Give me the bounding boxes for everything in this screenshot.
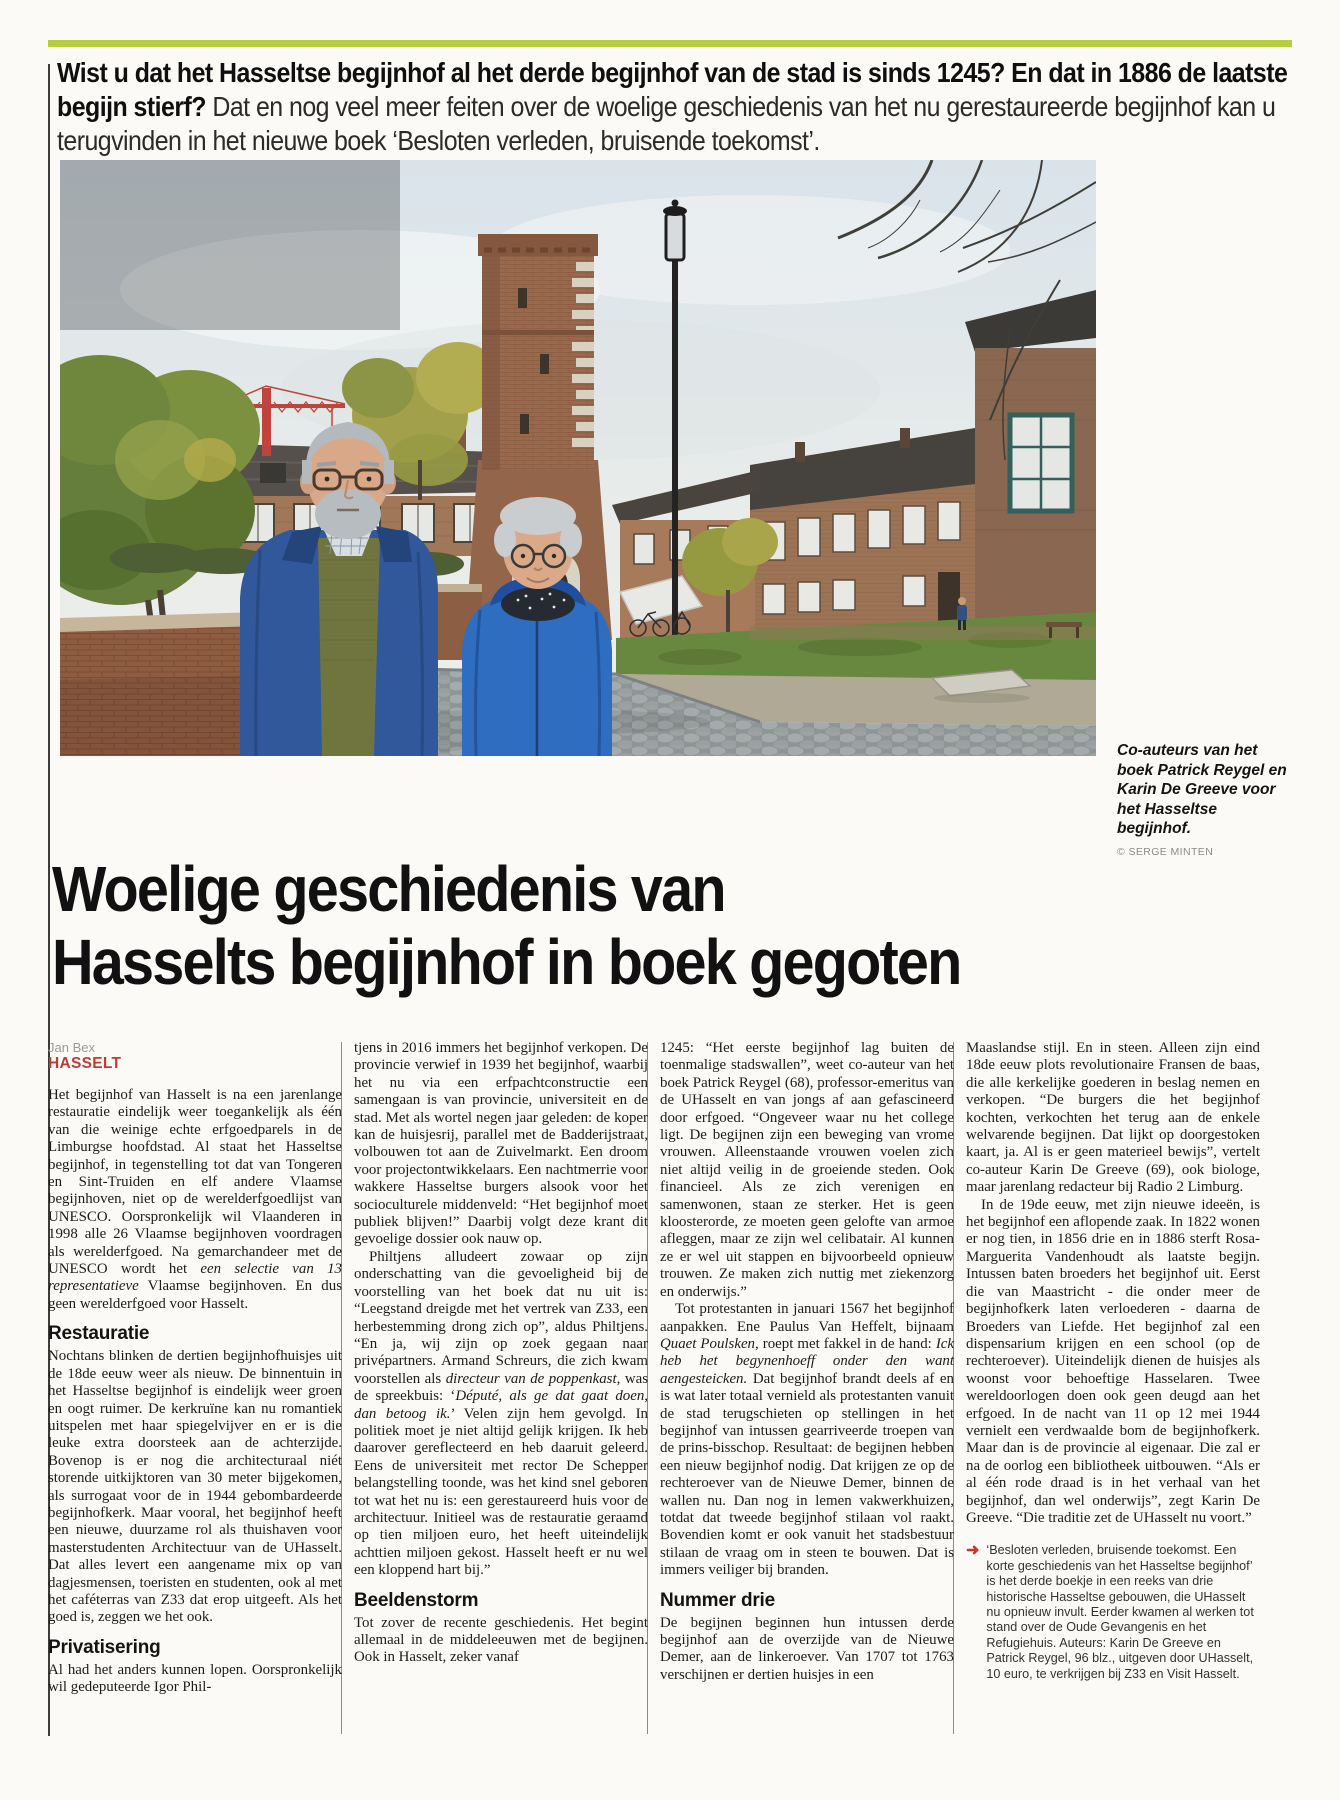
paragraph-text: ’ Velen zijn hem gevolgd. In politiek moet je niet altijd gelijk krijgen. Ik heb daarover gereflecteerd en heb daaruit geleerd. Eens de universiteit met rector De Schepper belangstelling toonde, was het kind snel geboren tot wat het nu is: een gerestaureerd huis voor de architectuur. Initieel was de restauratie geraamd op tien miljoen euro, het heeft uiteindelijk achttien miljoen gekost. Hasselt heeft er nu wel een kloppend hart bij.”: [354, 1405, 648, 1579]
photo-credit: © SERGE MINTEN: [1117, 845, 1214, 858]
paragraph: [660, 1040, 954, 1301]
subhead-privatisering: Privatisering: [48, 1636, 161, 1658]
article-headline: [52, 853, 1312, 999]
paragraph-text: tjens in 2016 immers het begijnhof verkopen. De provincie verwief in 1939 het begijnhof, waarbij het nu via een erfpachtconstructie een samengaan is van provincie, universiteit en de stad. Met als wortel negen jaar geleden: de koper kan de huisjesrij, parallel met de Badderijstraat, volbouwen tot aan de Zuivelmarkt. Een droom voor projectontwikkelaars. Een nachtmerrie voor wakkere Hasseltse burgers alsook voor het socioculturele middenveld: “Het begijnhof moet publiek blijven!” Daarbij volgt deze krant dit gevoelige dossier ook nauw op.: [354, 1040, 648, 1248]
paragraph-italic: Ick heb het begynenhoeff onder den want aengesteicken.: [660, 1335, 954, 1387]
intro-paragraph: [57, 56, 1296, 158]
body-column-2: [354, 1040, 648, 1667]
paragraph: [966, 1197, 1260, 1528]
photo-illustration: [60, 160, 1096, 756]
paragraph: [354, 1249, 648, 1580]
body-column-3: [660, 1040, 954, 1684]
paragraph-italic: Quaet Poulsken: [660, 1335, 756, 1352]
paragraph-text: Nochtans blinken de dertien begijnhofhuisjes uit de 18de eeuw weer als nieuw. De binnentuin in het Hasseltse begijnhof is eindelijk weer groen en oogt ruimer. De kerkruïne kan nu romantiek uitspelen met haar spiegelvijver en er is die leuke extra doorsteek aan de achterzijde. Bovenop is er nog die architecturaal niét storende uitkijktoren van 30 meter bijgekomen, als surrogaat voor de in 1944 gebombardeerde begijnhofkerk. Maar vooral, het begijnhof heeft een nieuwe, duurzame rol als thuishaven voor masterstudenten Architectuur van de UHasselt. Dat alles levert een aangename mix op van dagjesmensen, toeristen en studenten, ook al met het caféterras van Z33 dat erop uitgeeft. Als het goed is, zeggen we het ook.: [48, 1348, 342, 1626]
paragraph-text: Tot zover de recente geschiedenis. Het begint allemaal in de middeleeuwen met de begijnen. Ook in Hasselt, zeker vanaf: [354, 1614, 648, 1666]
byline: [48, 1040, 342, 1073]
paragraph-text: Het begijnhof van Hasselt is na een jarenlange restauratie eindelijk weer toegankelijk als één van die weinige echte erfgoedparels in de Limburgse hoofdstad. Al staat het Hasseltse begijnhof, in tegenstelling tot dat van Tongeren en Sint-Truiden en elf andere Vlaamse begijnhoven, niet op de werelderfgoedlijst van UNESCO. Oorspronkelijk wil Vlaanderen in 1998 alle 26 Vlaamse begijnhoven voordragen als werelderfgoed. Na gemarchandeer met de UNESCO wordt het: [48, 1087, 342, 1278]
paragraph-text: , was de spreekbuis: ‘: [354, 1370, 648, 1405]
arrow-right-icon: ➜: [966, 1542, 980, 1560]
gray-beard: [315, 489, 381, 539]
right-building: [750, 428, 975, 640]
paragraph-text: Tot protestanten in januari 1567 het begijnhof aanpakken. Ene Paulus Van Heffelt, bijnaam: [660, 1301, 954, 1335]
body-column-4: [966, 1040, 1260, 1682]
subhead-beeldenstorm: Beeldenstorm: [354, 1589, 479, 1611]
door: [938, 572, 960, 622]
headline-line1: Woelige geschiedenis van: [52, 853, 725, 925]
paragraph: [660, 1301, 954, 1580]
intro-bold-text: Wist u dat het Hasseltse begijnhof al het derde begijnhof van de stad is sinds 1245? En dat in 1886 de laatste begijn stierf?: [57, 57, 1288, 122]
paragraph-text: In de 19de eeuw, met zijn nieuwe ideeën, is het begijnhof een aflopende zaak. In 1822 wonen er nog tien, in 1856 drie en in 1886 sterft Rosa-Marguerita Vandenhoudt als laatste begijn. Intussen baten broeders het begijnhof uit. Eerst die van Maastricht - die onder meer de begijnhofkerk laten verloederen - daarna de Broeders van Liefde. Het begijnhof zal een dispensarium krijgen en een school (op de rechteroever). Uiteindelijk dienen de huisjes als woonst voor behoeftige Hasselaren. Twee wereldoorlogen doen ook geen deugd aan het erfgoed. In de nacht van 11 op 12 mei 1944 vernielt een verdwaalde bom de begijnhofkerk. Maar dan is de provincie al eigenaar. Die zal er na de oorlog een bibliotheek uitbouwen. “Als er al één rode draad is in het verhaal van het begijnhof, dan wel onderwijs”, zegt Karin De Greeve. “Die traditie zet de UHasselt nu voort.”: [966, 1196, 1260, 1526]
paragraph: [354, 1040, 648, 1249]
paragraph: [966, 1040, 1260, 1197]
paragraph-text: Al had het anders kunnen lopen. Oorspronkelijk wil gedeputeerde Igor Phil-: [48, 1661, 342, 1696]
book-note: [966, 1543, 1260, 1682]
dormer: [260, 463, 286, 483]
far-right-house: [965, 280, 1096, 640]
byline-location: HASSELT: [48, 1055, 122, 1072]
paragraph-italic: directeur van de poppenkast: [445, 1370, 617, 1387]
headline-line2: Hasselts begijnhof in boek gegoten: [52, 926, 961, 998]
paragraph-text: Maaslandse stijl. En in steen. Alleen zijn eind 18de eeuw plots revolutionaire Fransen de baas, die alle kerkelijke goederen in beslag nemen en verkopen. “De burgers die het begijnhof kochten, verkochten het terug aan de enkele welvarende begijnen. Dat lijkt op doorgestoken kaart, ja. Al is er geen materieel bewijs”, vertelt co-auteur Karin De Greeve (69), ook biologe, maar jarenlang redacteur bij Radio 2 Limburg.: [966, 1040, 1260, 1196]
photo-caption: [1117, 741, 1295, 858]
scarf: [501, 587, 575, 621]
sweater: [318, 538, 380, 756]
paragraph-text: De begijnen beginnen hun intussen derde begijnhof aan de overzijde van de Nieuwe Demer, aan de linkeroever. Van 1707 tot 1763 verschijnen er dertien huisjes in een: [660, 1614, 954, 1683]
paragraph-italic: Député, als ge dat gaat doen, dan betoog ik.: [354, 1388, 649, 1422]
book-note-text: ‘Besloten verleden, bruisende toekomst. Een korte geschiedenis van het Hasseltse begijnhof’ is het derde boekje in een reeks van drie historische Hasseltse gebouwen, die UHasselt nu opnieuw invult. Eerder kwamen al werken tot stand over de Oude Gevangenis en het Refugiehuis. Auteurs: Karin De Greeve en Patrick Reygel, 96 blz., uitgeven door UHasselt, 10 euro, te verkrijgen bij Z33 en Visit Hasselt.: [986, 1543, 1254, 1681]
paragraph-italic: een selectie van 13 representatieve: [48, 1261, 342, 1295]
section-color-bar: [48, 40, 1292, 47]
paragraph: [354, 1615, 648, 1667]
subhead-restauratie: Restauratie: [48, 1323, 150, 1345]
paragraph: [48, 1087, 342, 1313]
chimney: [795, 442, 805, 462]
paragraph-text: Vlaamse begijnhoven. En dus geen werelderfgoed voor Hasselt.: [48, 1278, 342, 1312]
paragraph: [48, 1662, 342, 1697]
article-photo: [60, 160, 1096, 756]
chimney: [900, 428, 910, 448]
paragraph-text: Philtjens alludeert zowaar op zijn onderschatting van die gevoeligheid bij de voorstelling van het boek dat nu uit is: “Leegstand dreigde met het vertrek van Z33, een herbestemming drong zich op”, aldus Philtjens. “En ja, wij zijn op zoek gegaan naar privépartners. Armand Schreurs, die zich kwam voorstellen als: [354, 1248, 648, 1387]
body-column-1: [48, 1040, 342, 1697]
paragraph-text: Dat begijnhof brandt deels af en is wat later totaal vernield als protestanten vanuit de stad terugschieten op stellingen in het begijnhof van intussen gearriveerde troepen van de prins-bisschop. Resultaat: de begijnen hebben een nieuw begijnhof nodig. Dat krijgen ze op de rechteroever van de Nieuwe Demer, binnen de wallen nu. Dan nog in lemen vakwerkhuizen, totdat dat tweede begijnhof stilaan vol raakt. Bovendien komt er ook vanuit het stadsbestuur stilaan de vraag om in steen te bouwen. Dat is immers veiliger bij branden.: [660, 1370, 954, 1579]
caption-text: Co-auteurs van het boek Patrick Reygel en Karin De Greeve voor het Hasseltse begijnhof.: [1117, 742, 1287, 837]
subhead-nummer-drie: Nummer drie: [660, 1589, 776, 1611]
paragraph-text: 1245: “Het eerste begijnhof lag buiten de toenmalige stadswallen”, weet co-auteur van het boek Patrick Reygel (68), professor-emeritus van de UHasselt en van jongs af aan gefascineerd door erfgoed. “Ongeveer waar nu het college ligt. De begijnen zijn een beweging van vrome vrouwen. Alleenstaande vrouwen voelen zich niet altijd veilig in de groeiende steden. Ook financieel. Als ze zich verenigen en samenwonen, staan ze sterker. Het is geen kloosterorde, ze moeten geen gelofte van armoe afleggen, maar ze zijn wel celibatair. Al kunnen ze er wel uit stappen en bijvoorbeeld opnieuw trouwen. Ze maken zich nuttig met ziekenzorg en onderwijs.”: [660, 1040, 954, 1300]
intro-regular-text: Dat en nog veel meer feiten over de woelige geschiedenis van het nu gerestaureerde begijnhof kan u terugvinden in het nieuwe boek ‘Besloten verleden, bruisende toekomst’.: [57, 91, 1276, 156]
paragraph-text: , roept met fakkel in de hand:: [755, 1335, 936, 1352]
byline-author: Jan Bex: [48, 1040, 95, 1055]
paragraph: [660, 1615, 954, 1685]
paragraph: [48, 1348, 342, 1627]
